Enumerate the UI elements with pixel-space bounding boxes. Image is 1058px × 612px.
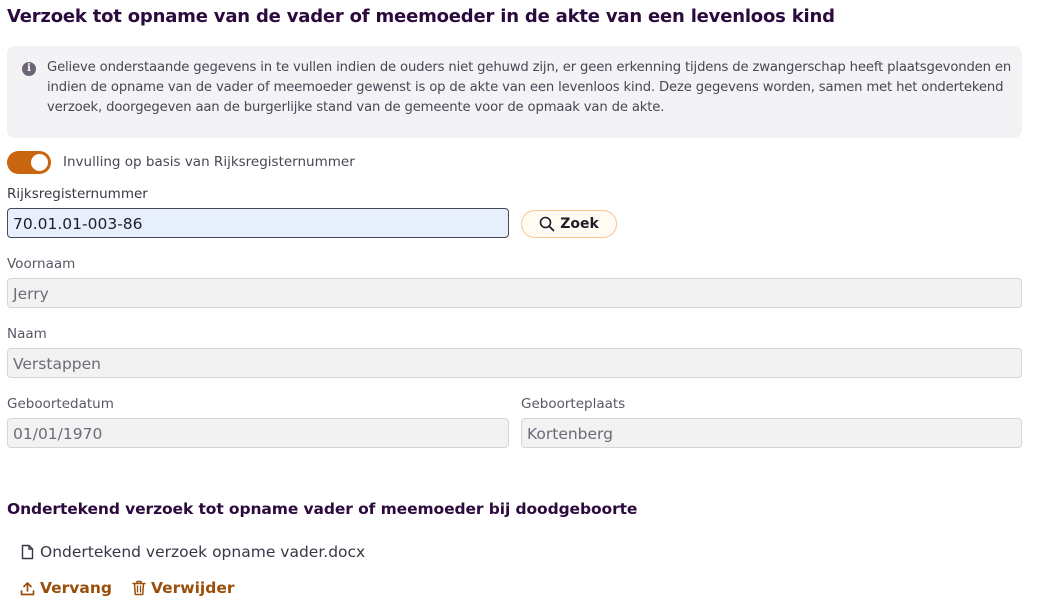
file-name: Ondertekend verzoek opname vader.docx <box>40 543 366 561</box>
replace-label: Vervang <box>40 579 112 597</box>
search-button-label: Zoek <box>560 216 599 232</box>
delete-button[interactable] <box>132 578 235 598</box>
upload-icon <box>20 581 35 596</box>
uploaded-file[interactable] <box>21 542 365 562</box>
trash-icon <box>132 580 146 596</box>
search-icon <box>539 216 555 232</box>
rrn-toggle[interactable] <box>7 151 51 174</box>
rrn-label: Rijksregisternummer <box>7 186 148 202</box>
rrn-input[interactable]: 70.01.01-003-86 <box>7 208 509 238</box>
page-title: Verzoek tot opname van de vader of meemoeder in de akte van een levenloos kind <box>7 6 835 27</box>
birthplace-field[interactable]: Kortenberg <box>521 418 1022 448</box>
info-icon: i <box>22 62 36 76</box>
birthplace-label: Geboorteplaats <box>521 396 626 412</box>
firstname-field[interactable]: Jerry <box>7 278 1022 308</box>
replace-button[interactable] <box>20 578 112 598</box>
lastname-field[interactable]: Verstappen <box>7 348 1022 378</box>
toggle-label: Invulling op basis van Rijksregisternummer <box>63 154 355 170</box>
birthdate-label: Geboortedatum <box>7 396 114 412</box>
info-box <box>7 46 1022 138</box>
toggle-knob <box>31 154 48 171</box>
birthdate-field[interactable]: 01/01/1970 <box>7 418 509 448</box>
info-text: Gelieve onderstaande gegevens in te vullen indien de ouders niet gehuwd zijn, er geen erkenning tijdens de zwangerschap heeft plaatsgevonden en indien de opname van de vader of meemoeder gewenst is op de akte van een levenloos kind. Deze gegevens worden, samen met het ondertekend verzoek, doorgegeven aan de burgerlijke stand van de gemeente voor de opmaak van de akte. <box>47 60 1012 115</box>
document-icon <box>21 544 34 560</box>
delete-label: Verwijder <box>151 579 235 597</box>
lastname-label: Naam <box>7 326 47 342</box>
firstname-label: Voornaam <box>7 256 76 272</box>
upload-section-title: Ondertekend verzoek tot opname vader of meemoeder bij doodgeboorte <box>7 500 638 518</box>
search-button[interactable] <box>521 210 617 238</box>
